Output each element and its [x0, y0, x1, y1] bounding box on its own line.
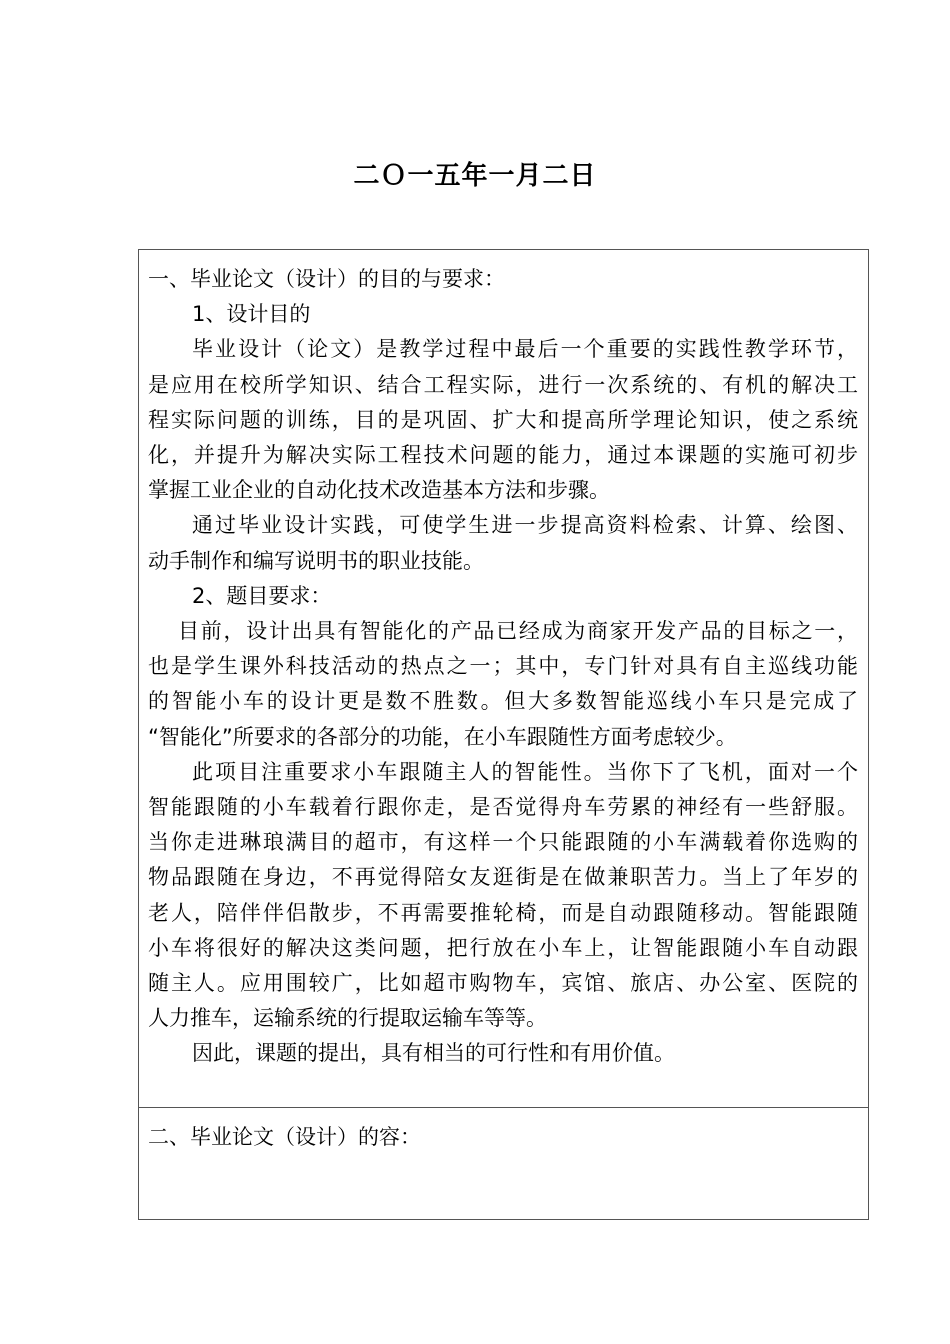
paragraph-line: 掌握工业企业的自动化技术改造基本方法和步骤。 — [148, 478, 610, 503]
subheading-design-purpose: 1、设计目的 — [192, 302, 311, 327]
task-table — [138, 249, 869, 1220]
paragraph-line: 目前，设计出具有智能化的产品已经成为商家开发产品的目标之一， — [178, 619, 858, 644]
section-2-heading: 二、毕业论文（设计）的容： — [148, 1125, 421, 1149]
paragraph-line: 随主人。应用围较广，比如超市购物车，宾馆、旅店、办公室、医院的 — [148, 971, 858, 996]
paragraph-line: 通过毕业设计实践，可使学生进一步提高资料检索、计算、绘图、 — [192, 513, 858, 538]
paragraph-line: 物品跟随在身边，不再觉得陪女友逛街是在做兼职苦力。当上了年岁的 — [148, 865, 858, 890]
paragraph-line: 是应用在校所学知识、结合工程实际，进行一次系统的、有机的解决工 — [148, 372, 858, 397]
date-title: 二Ｏ一五年一月二日 — [353, 161, 597, 191]
paragraph-line: 动手制作和编写说明书的职业技能。 — [148, 548, 484, 573]
paragraph-line: 当你走进琳琅满目的超市，有这样一个只能跟随的小车满载着你选购的 — [148, 830, 858, 855]
paragraph-line: 小车将很好的解决这类问题，把行放在小车上，让智能跟随小车自动跟 — [148, 935, 858, 960]
paragraph-line: 的智能小车的设计更是数不胜数。但大多数智能巡线小车只是完成了 — [148, 689, 858, 714]
subheading-topic-requirements: 2、题目要求： — [192, 583, 332, 608]
paragraph-line: 智能跟随的小车载着行跟你走，是否觉得舟车劳累的神经有一些舒服。 — [148, 795, 858, 820]
section-1-heading: 一、毕业论文（设计）的目的与要求： — [148, 267, 505, 291]
paragraph-line: 人力推车，运输系统的行提取运输车等等。 — [148, 1006, 547, 1031]
paragraph-line: 此项目注重要求小车跟随主人的智能性。当你下了飞机，面对一个 — [192, 759, 858, 784]
section-purpose-requirements — [139, 250, 868, 1108]
paragraph-line: 程实际问题的训练，目的是巩固、扩大和提高所学理论知识，使之系统 — [148, 407, 858, 432]
section-content — [139, 1108, 868, 1219]
paragraph-line: “智能化”所要求的各部分的功能，在小车跟随性方面考虑较少。 — [148, 724, 737, 749]
paragraph-line: 因此，课题的提出，具有相当的可行性和有用价值。 — [192, 1041, 675, 1066]
paragraph-line: 也是学生课外科技活动的热点之一；其中，专门针对具有自主巡线功能 — [148, 654, 858, 679]
paragraph-line: 老人，陪伴伴侣散步，不再需要推轮椅，而是自动跟随移动。智能跟随 — [148, 900, 858, 925]
paragraph-line: 化，并提升为解决实际工程技术问题的能力，通过本课题的实施可初步 — [148, 443, 858, 468]
paragraph-line: 毕业设计（论文）是教学过程中最后一个重要的实践性教学环节， — [192, 337, 858, 362]
